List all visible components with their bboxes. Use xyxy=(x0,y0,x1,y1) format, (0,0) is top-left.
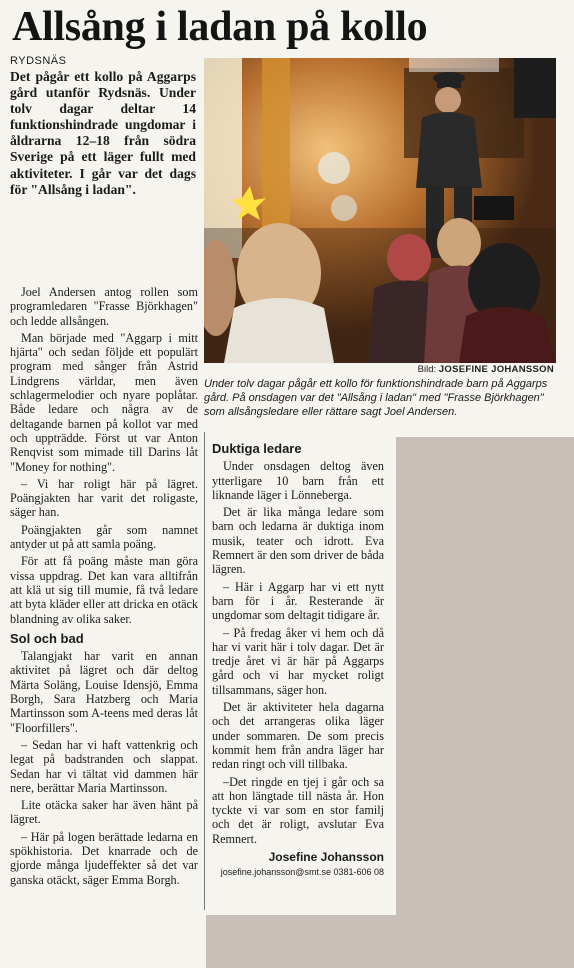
dateline: RYDSNÄS xyxy=(10,55,67,67)
article-paragraph: Man började med "Aggarp i mitt hjärta" och sedan följde ett populärt program med sånger från Astrid Lindgrens världar, men även schlagermelodier och nyare poplåtar. Både ledare och några av de deltagande barnen på kollot var med och uppträdde. Först ut var Anton Renqvist som mimade till Darins låt "Money for nothing". xyxy=(10,330,198,474)
article-paragraph: – Här på logen berättade ledarna en spökhistoria. Det knarrade och de gjorde många ljudeffekter så det var ganska otäckt, säger Emma Borgh. xyxy=(10,829,198,887)
article-paragraph: –Det ringde en tjej i går och sa att hon längtade till nästa år. Hon tyckte vi var som en stor familj och det är roligt, avslutar Eva Remnert. xyxy=(212,774,384,846)
article-paragraph: För att få poäng måste man göra vissa uppdrag. Det kan vara alltifrån att klä ut sig till mumie, få två ledare att byta kläder eller att dricka en otäck blandning av olika saker. xyxy=(10,554,198,626)
photo-caption: Under tolv dagar pågår ett kollo för funktionshindrade barn på Aggarps gård. På onsdagen var det "Allsång i ladan" med "Frasse Björkhagen" som allsångsledare eller rättare sagt Joel Andersen. xyxy=(204,378,548,418)
article-paragraph: Lite otäcka saker har även hänt på lägret. xyxy=(10,798,198,827)
photo-credit xyxy=(418,364,554,375)
byline-contact: josefine.johansson@smt.se 0381-606 08 xyxy=(220,867,384,878)
column-divider xyxy=(204,432,205,910)
photo-credit-label: Bild: xyxy=(417,364,437,375)
article-paragraph: Talangjakt har varit en annan aktivitet på lägret och där deltog Märta Soläng, Louise Idensjö, Emma Borgh, Sara Hatzberg och Maria Martinsson som A-teens med deras låt "Floorfillers". xyxy=(10,649,198,735)
article-paragraph: – Sedan har vi haft vattenkrig och legat på badstranden och slappat. Sedan har vi tältat vid dammen här nere, berättar Maria Martinsson. xyxy=(10,737,198,795)
article-paragraph: Joel Andersen antog rollen som programledaren "Frasse Björkhagen" och ledde allsången. xyxy=(10,285,198,328)
article-photo xyxy=(204,58,556,363)
article-column-left xyxy=(10,285,198,890)
subheading-duktiga-ledare: Duktiga ledare xyxy=(212,441,302,456)
subheading-sol-och-bad: Sol och bad xyxy=(10,630,84,646)
lede-paragraph: Det pågår ett kollo på Aggarps gård utanför Rydsnäs. Under tolv dagar deltar 14 funktionshindrade ungdomar i åldrarna 12–18 från södra Sverige på ett läger fullt med aktiviteter. I går var det dags för "Allsång i ladan". xyxy=(10,69,196,197)
byline: Josefine Johansson xyxy=(268,850,384,865)
article-paragraph: Det är lika många ledare som barn och ledarna är duktiga inom musik, teater och idrott. Eva Remnert är den som driver de båda lägren. xyxy=(212,505,384,577)
article-paragraph: Poängjakten går som namnet antyder ut på att samla poäng. xyxy=(10,522,198,552)
article-paragraph: – Vi har roligt här på lägret. Poängjakten har varit det roligaste, säger han. xyxy=(10,476,198,520)
article-paragraph: Under onsdagen deltog även ytterligare 10 barn från ett liknande läger i Lönneberga. xyxy=(212,459,384,502)
article-paragraph: Det är aktiviteter hela dagarna och det arrangeras olika läger under sommaren. De som precis kommit hem från andra läger har redan ringt och vill tillbaka. xyxy=(212,700,384,772)
article-paragraph: – Här i Aggarp har vi ett nytt barn för i år. Resterande är ungdomar som deltagit tidigare år. xyxy=(212,579,384,623)
headline: Allsång i ladan på kollo xyxy=(12,4,428,50)
article-paragraph: – På fredag åker vi hem och då har vi varit här i tolv dagar. Det är tredje året vi är här på Aggarps gård och vi har mycket roligt tillsammans, säger hon. xyxy=(212,625,384,697)
article-column-middle xyxy=(212,442,384,880)
photo-illustration xyxy=(204,58,556,363)
photo-credit-name: JOSEFINE JOHANSSON xyxy=(438,364,554,375)
